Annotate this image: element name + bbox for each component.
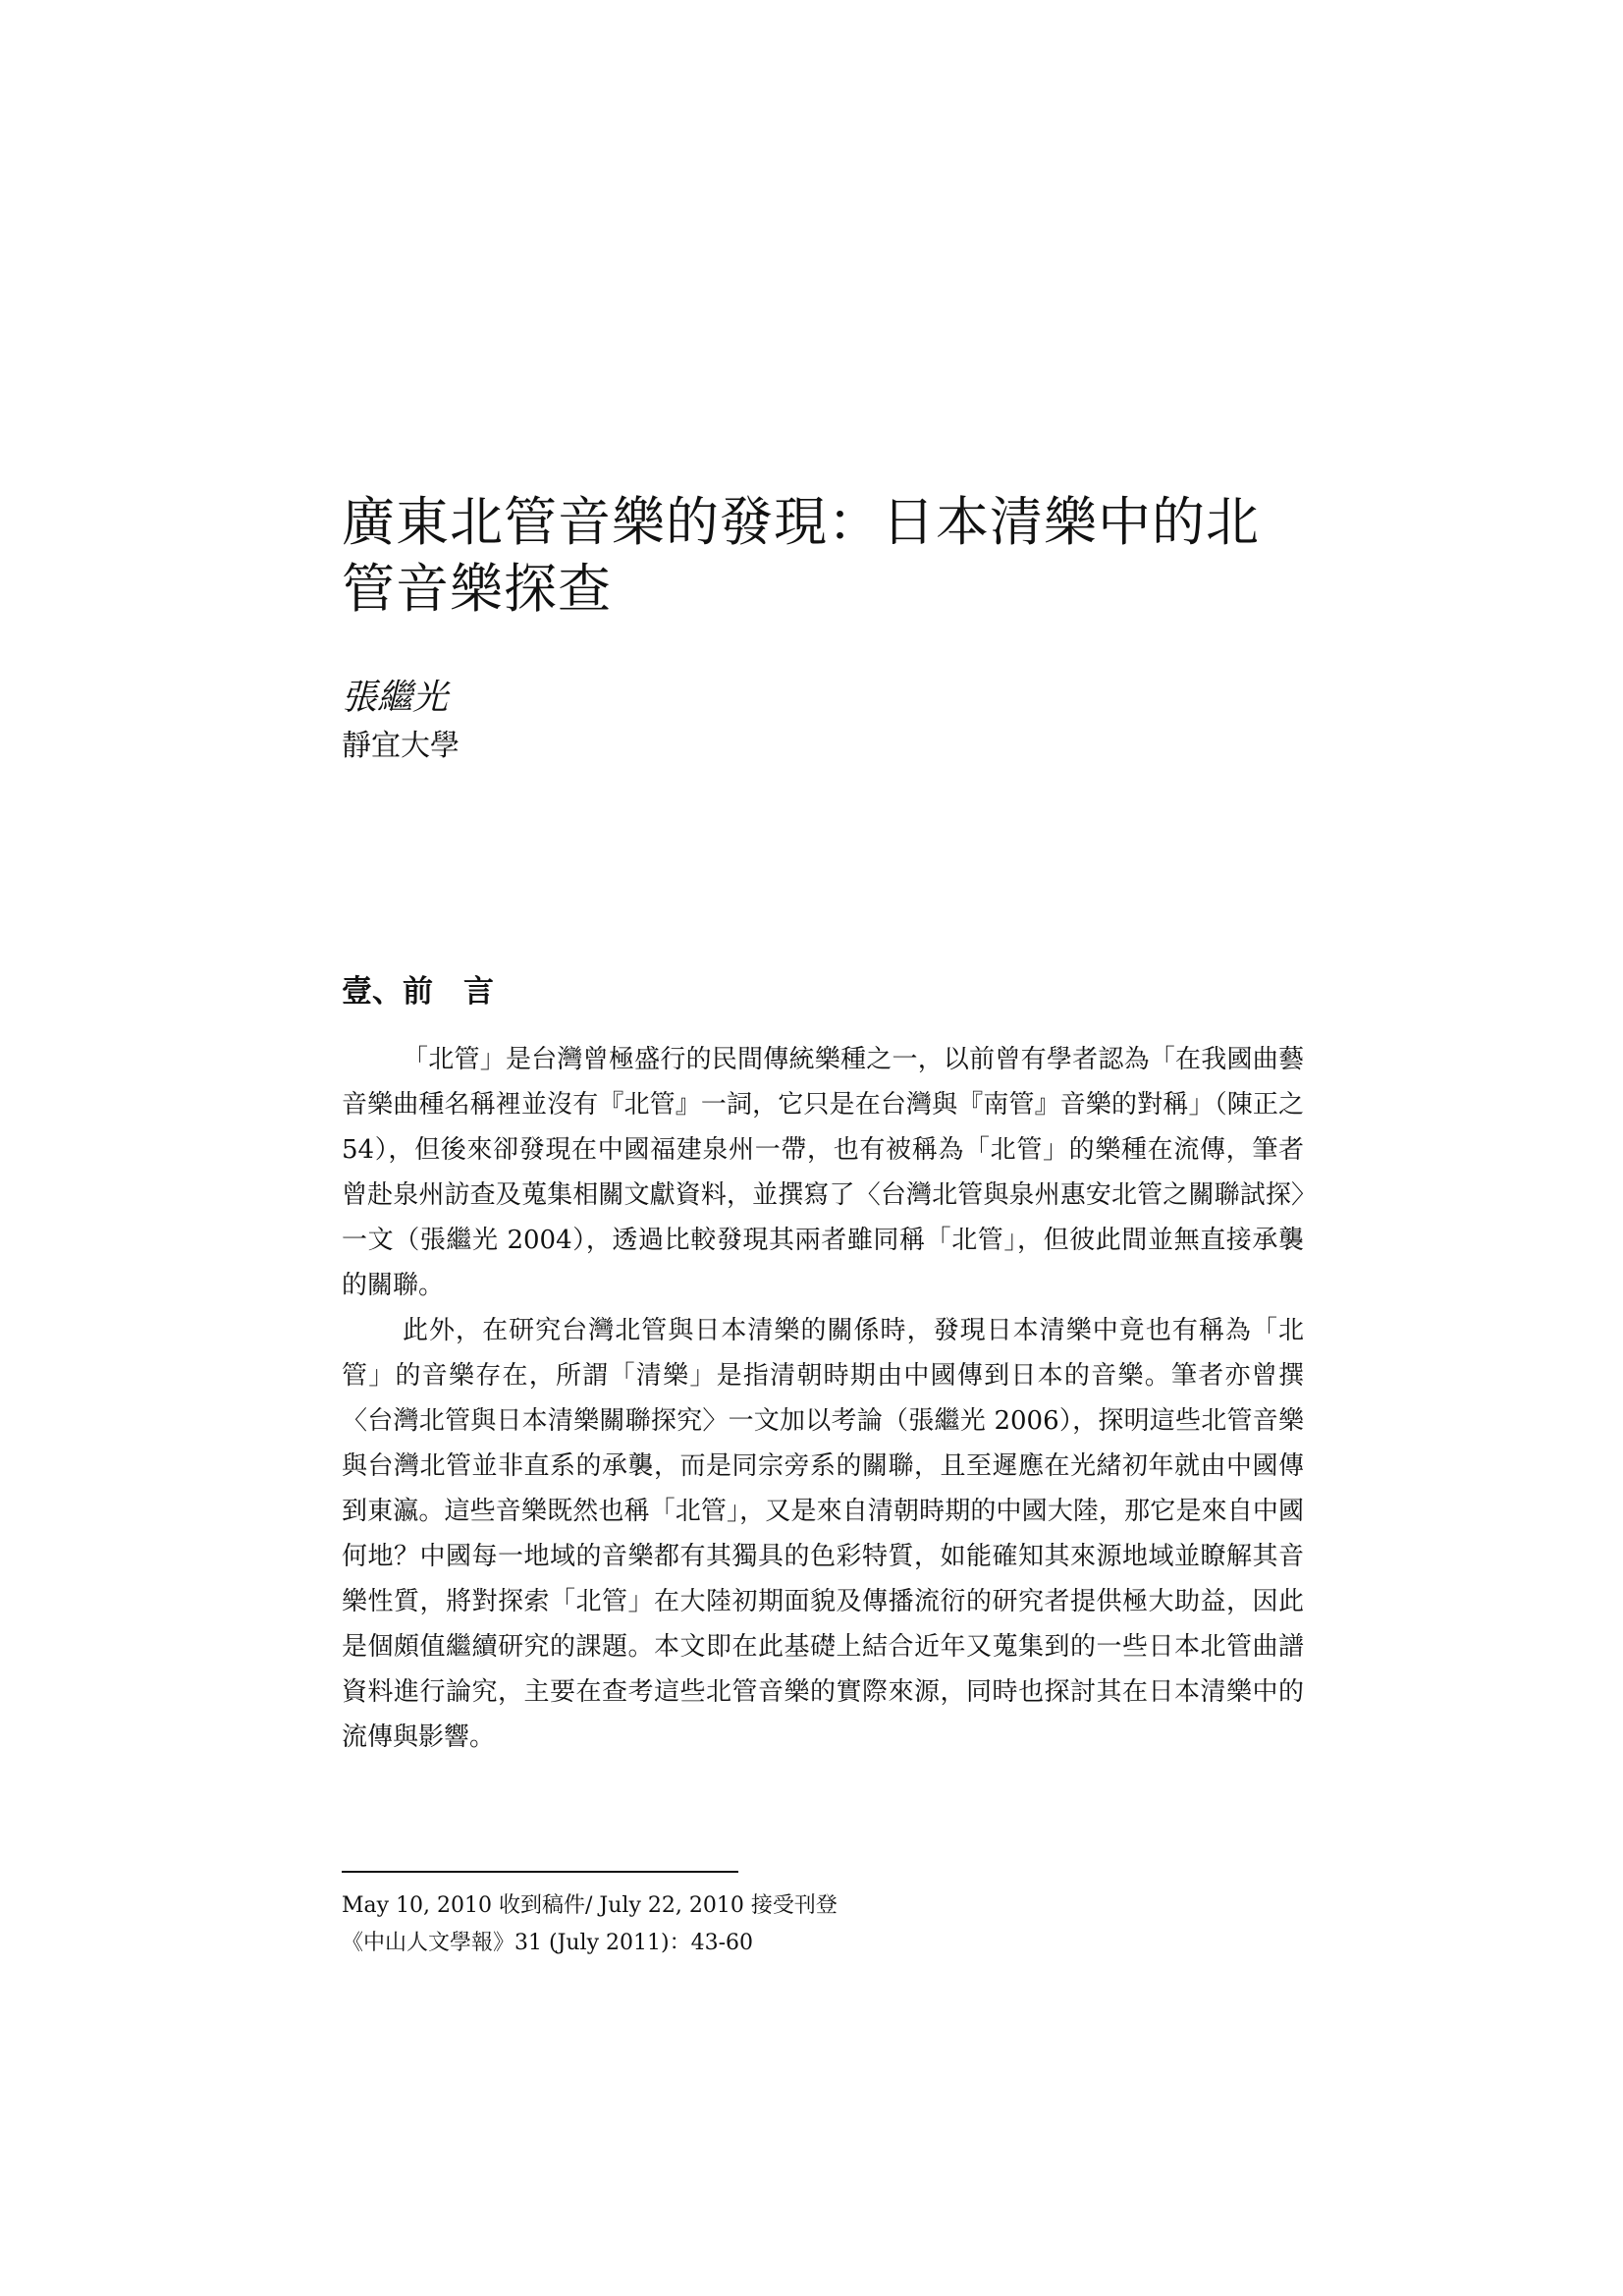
paragraph-1: 「北管」是台灣曾極盛行的民間傳統樂種之一，以前曾有學者認為「在我國曲藝音樂曲種名稱裡並沒有『北管』一詞，它只是在台灣與『南管』音樂的對稱」（陳正之 54），但後來卻發現在中國福建泉州一帶，也有被稱為「北管」的樂種在流傳，筆者曾赴泉州訪查及蒐集相關文獻資料，並撰寫了〈台灣北管與泉州惠安北管之關聯試探〉一文（張繼光 2004），透過比較發現其兩者雖同稱「北管」，但彼此間並無直接承襲的關聯。 xyxy=(342,1045,1304,1300)
footnote-received-accepted: May 10, 2010 收到稿件/ July 22, 2010 接受刊登 xyxy=(342,1893,838,1918)
author-name: 張繼光 xyxy=(342,678,449,718)
body-text xyxy=(342,1037,1304,1760)
author-affiliation: 靜宜大學 xyxy=(342,729,460,763)
footnote-divider xyxy=(342,1871,738,1873)
section-heading-introduction: 壹、前 言 xyxy=(342,974,494,1010)
article-title: 廣東北管音樂的發現：日本清樂中的北管音樂探查 xyxy=(342,491,1260,620)
footnote-journal-citation: 《中山人文學報》31 (July 2011)：43-60 xyxy=(342,1931,754,1955)
paragraph-2: 此外，在研究台灣北管與日本清樂的關係時，發現日本清樂中竟也有稱為「北管」的音樂存在，所謂「清樂」是指清朝時期由中國傳到日本的音樂。筆者亦曾撰〈台灣北管與日本清樂關聯探究〉一文加以考論（張繼光 2006），探明這些北管音樂與台灣北管並非直系的承襲，而是同宗旁系的關聯，且至遲應在光緒初年就由中國傳到東瀛。這些音樂既然也稱「北管」，又是來自清朝時期的中國大陸，那它是來自中國何地？中國每一地域的音樂都有其獨具的色彩特質，如能確知其來源地域並瞭解其音樂性質，將對探索「北管」在大陸初期面貌及傳播流衍的研究者提供極大助益，因此是個頗值繼續研究的課題。本文即在此基礎上結合近年又蒐集到的一些日本北管曲譜資料進行論究，主要在查考這些北管音樂的實際來源，同時也探討其在日本清樂中的流傳與影響。 xyxy=(342,1316,1304,1752)
footnotes xyxy=(342,1887,838,1962)
